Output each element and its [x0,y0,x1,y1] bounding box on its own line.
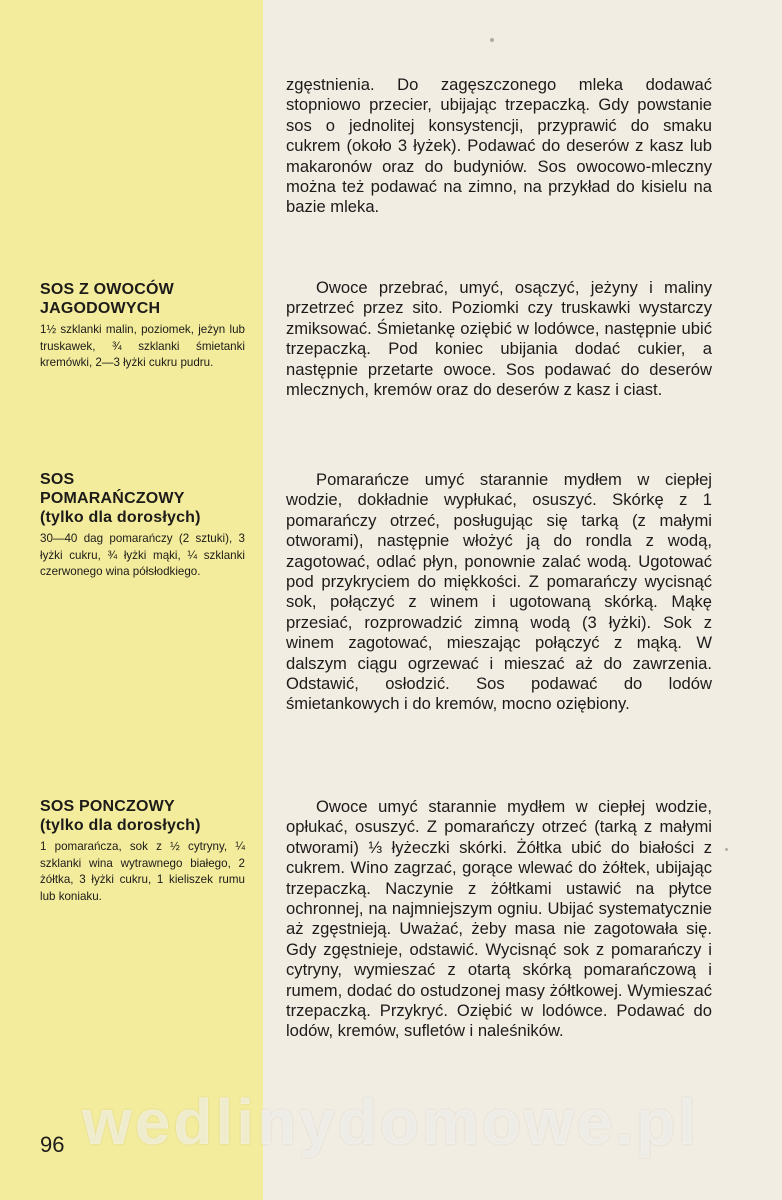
paragraph-pomaranczowy [286,470,712,715]
recipe-title [40,280,245,318]
title-line: POMARAŃCZOWY [40,490,185,507]
recipe-subtitle: (tylko dla dorosłych) [40,817,201,834]
paragraph-continuation [286,75,712,218]
recipe-subtitle: (tylko dla dorosłych) [40,509,201,526]
ingredients: 1½ szklanki malin, poziomek, jeżyn lub truskawek, ¾ szklanki śmietanki kremówki, 2—3 łyżki cukru pudru. [40,323,245,370]
watermark: wedlinydomowe.pl [82,1086,699,1158]
title-line: SOS [40,471,75,488]
title-line: JAGODOWYCH [40,300,161,317]
paragraph-text: zgęstnienia. Do zagęszczonego mleka dodawać stopniowo przecier, ubijając trzepaczką. Gdy powstanie sos o jednolitej konsystencji, przyprawić do smaku cukrem (około 3 łyżek). Podawać do deserów z kasz lub makaronów oraz do budyniów. Sos owocowo-mleczny można też podawać na zimno, na przykład do kisielu na bazie mleka. [286,75,712,217]
paragraph-text: Owoce przebrać, umyć, osączyć, jeżyny i maliny przetrzeć przez sito. Poziomki czy truskawki wystarczy zmiksować. Śmietankę oziębić w lodówce, następnie ubić trzepaczką. Pod koniec ubijania dodać cukier, a następnie przetarte owoce. Sos podawać do deserów mlecznych, kremów oraz do deserów z kasz i ciast. [286,278,712,400]
page-number: 96 [40,1132,65,1157]
paragraph-ponczowy [286,797,712,1042]
scan-speck [725,848,728,851]
recipe-title [40,470,245,527]
paragraph-text: Pomarańcze umyć starannie mydłem w ciepłej wodzie, dokładnie wypłukać, osuszyć. Skórkę z 1 pomarańczy otrzeć, posługując się tarką (z małymi otworami), następnie włożyć ją do rondla z wodą, zagotować, odlać płyn, ponownie zalać wodą. Ugotować pod przykryciem do miękkości. Z pomarańczy wycisnąć sok, połączyć z winem i ugotowaną skórką. Mąkę przesiać, rozprowadzić zimną wodą (3 łyżki). Sok z winem zagotować, mieszając połączyć z mąką. W dalszym ciągu ogrzewać i mieszać aż do zawrzenia. Odstawić, osłodzić. Sos podawać do lodów śmietankowych i do kremów, mocno oziębiony. [286,470,712,714]
sidebar-column [0,0,263,1200]
recipe-ponczowy [40,797,245,905]
scan-speck [490,38,494,42]
ingredients: 1 pomarańcza, sok z ½ cytryny, ¼ szklanki wina wytrawnego białego, 2 żółtka, 3 łyżki cukru, 1 kieliszek rumu lub koniaku. [40,840,245,903]
paragraph-jagodowy [286,278,712,400]
recipe-title [40,797,245,835]
ingredients: 30—40 dag pomarańczy (2 sztuki), 3 łyżki cukru, ¾ łyżki mąki, ¼ szklanki czerwonego wina półsłodkiego. [40,532,245,579]
recipe-pomaranczowy [40,470,245,581]
title-line: SOS Z OWOCÓW [40,281,174,298]
title-line: SOS PONCZOWY [40,798,175,815]
recipe-jagodowy [40,280,245,372]
paragraph-text: Owoce umyć starannie mydłem w ciepłej wodzie, opłukać, osuszyć. Z pomarańczy otrzeć (tarką z małymi otworami) ⅓ łyżeczki skórki. Żółtka ubić do białości z cukrem. Wino zagrzać, gorące wlewać do żółtek, ubijając trzepaczką. Naczynie z żółtkami ustawić na płytce ochronnej, na najmniejszym ogniu. Ubijać systematycznie aż zgęstnieją. Uważać, żeby masa nie zagotowała się. Gdy zgęstnieje, odstawić. Wycisnąć sok z pomarańczy i cytryny, wymieszać z otartą skórką pomarańczową i rumem, dodać do ostudzonej masy żółtkowej. Wymieszać trzepaczką. Przykryć. Oziębić w lodówce. Podawać do lodów, kremów, sufletów i naleśników. [286,797,712,1041]
